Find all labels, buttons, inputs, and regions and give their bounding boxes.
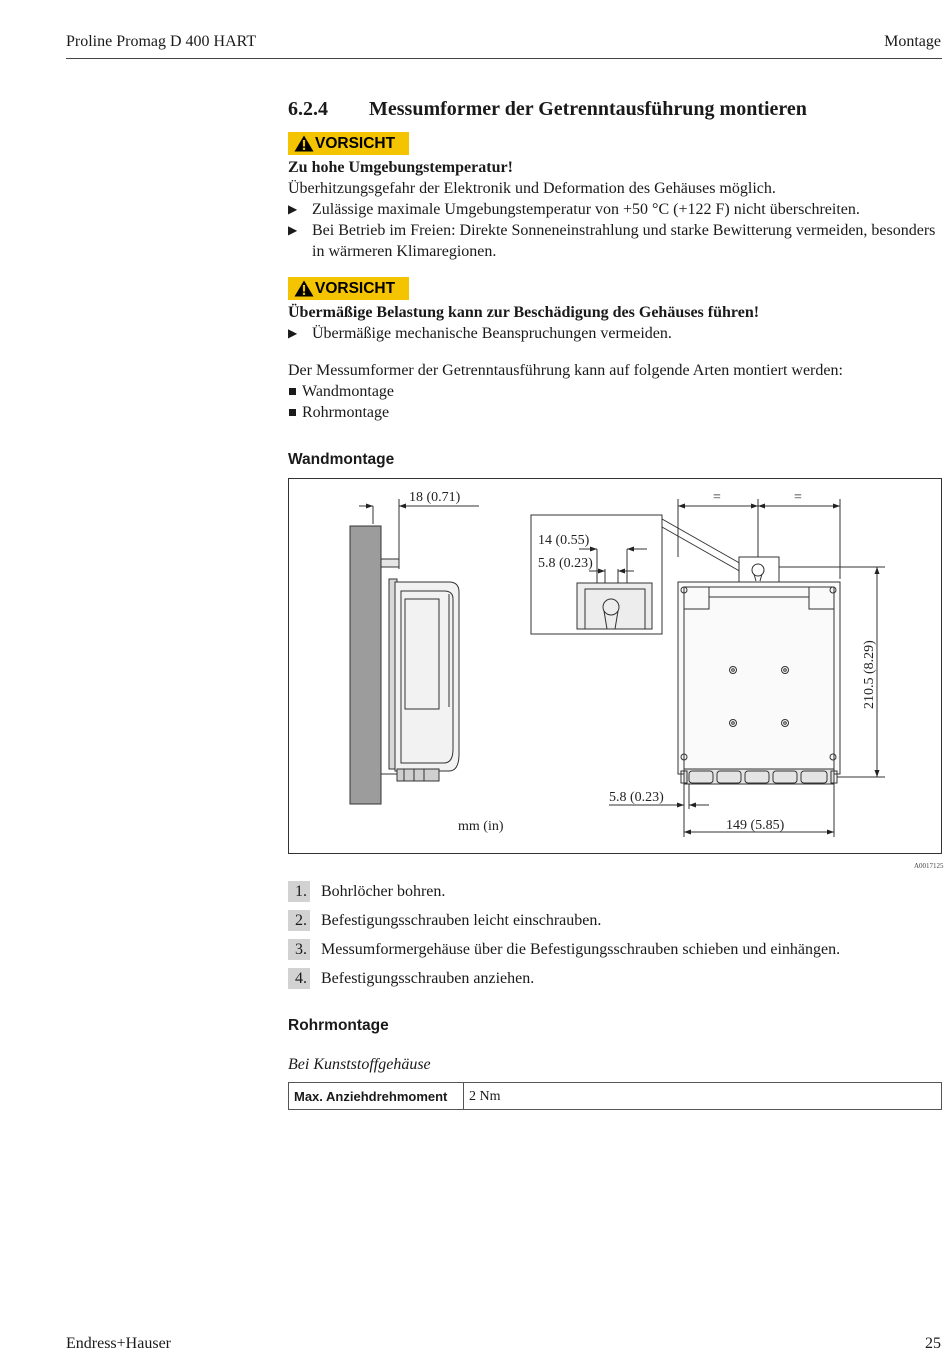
dim-height: 210.5 (8.29) xyxy=(862,640,877,709)
warning-heading: Übermäßige Belastung kann zur Beschädigung des Gehäuses führen! xyxy=(288,304,760,321)
dim-bottom-hole: 5.8 (0.23) xyxy=(609,790,664,805)
step-text: Bohrlöcher bohren. xyxy=(321,883,446,900)
square-bullet-icon xyxy=(289,409,296,416)
warning-bullet-text: Bei Betrieb im Freien: Direkte Sonneneinstrahlung und starke Bewitterung vermeiden, besonders in wärmeren Klimaregionen. xyxy=(312,222,936,260)
torque-table xyxy=(288,1082,942,1110)
dim-equal-left: = xyxy=(713,490,721,505)
caution-badge xyxy=(288,132,409,155)
list-item-text: Rohrmontage xyxy=(302,404,390,421)
figure-code: A0017125 xyxy=(914,862,944,870)
section-title-text: Messumformer der Getrenntausführung montieren xyxy=(369,98,807,120)
units-label: mm (in) xyxy=(458,819,504,834)
dim-equal-right: = xyxy=(794,490,802,505)
bullet-arrow-icon: ▶ xyxy=(288,326,298,340)
dim-depth: 18 (0.71) xyxy=(409,490,461,505)
warning-triangle-icon xyxy=(294,280,314,297)
wall-mount-drawing xyxy=(288,478,942,854)
warning-heading: Zu hohe Umgebungstemperatur! xyxy=(288,159,513,176)
bullet-arrow-icon: ▶ xyxy=(288,223,298,237)
caution-badge-label: VORSICHT xyxy=(315,280,396,297)
step-text: Befestigungsschrauben anziehen. xyxy=(321,970,535,987)
section-number: 6.2.4 xyxy=(288,98,328,120)
dim-hole-slot: 5.8 (0.23) xyxy=(538,556,593,571)
step-text: Befestigungsschrauben leicht einschrauben. xyxy=(321,912,602,929)
header-chapter: Montage xyxy=(884,33,941,50)
subheading-wall-mounting: Wandmontage xyxy=(288,451,395,468)
square-bullet-icon xyxy=(289,388,296,395)
subheading-pipe-mounting: Rohrmontage xyxy=(288,1017,389,1034)
header-product-name: Proline Promag D 400 HART xyxy=(66,33,257,50)
header-rule xyxy=(66,58,942,59)
step-text: Messumformergehäuse über die Befestigungsschrauben schieben und einhängen. xyxy=(321,941,841,958)
table-row xyxy=(289,1083,942,1110)
warning-triangle-icon xyxy=(294,135,314,152)
wall-section xyxy=(350,526,381,804)
dimension-drawing xyxy=(289,479,941,853)
bullet-arrow-icon: ▶ xyxy=(288,202,298,216)
step-number: 1. xyxy=(288,881,310,902)
warning-bullet-text: Übermäßige mechanische Beanspruchungen vermeiden. xyxy=(312,325,672,342)
footer-company: Endress+Hauser xyxy=(66,1335,171,1352)
section-title xyxy=(288,99,807,120)
intro-text: Der Messumformer der Getrenntausführung kann auf folgende Arten montiert werden: xyxy=(288,362,843,379)
step-number: 2. xyxy=(288,910,310,931)
housing-front-view xyxy=(678,557,840,784)
warning-bullet-text: Zulässige maximale Umgebungstemperatur von +50 °C (+122 F) nicht überschreiten. xyxy=(312,201,860,218)
torque-key: Max. Anziehdrehmoment xyxy=(289,1083,464,1110)
page-number: 25 xyxy=(925,1335,941,1352)
step-number: 4. xyxy=(288,968,310,989)
caution-badge xyxy=(288,277,409,300)
caution-badge-label: VORSICHT xyxy=(315,135,396,152)
dim-hole-width: 14 (0.55) xyxy=(538,533,590,548)
housing-side-view xyxy=(381,559,459,781)
plastic-housing-label: Bei Kunststoffgehäuse xyxy=(288,1056,431,1073)
dim-width: 149 (5.85) xyxy=(726,818,785,833)
step-number: 3. xyxy=(288,939,310,960)
torque-value: 2 Nm xyxy=(464,1083,942,1110)
warning-text: Überhitzungsgefahr der Elektronik und Deformation des Gehäuses möglich. xyxy=(288,180,776,197)
list-item-text: Wandmontage xyxy=(302,383,395,400)
